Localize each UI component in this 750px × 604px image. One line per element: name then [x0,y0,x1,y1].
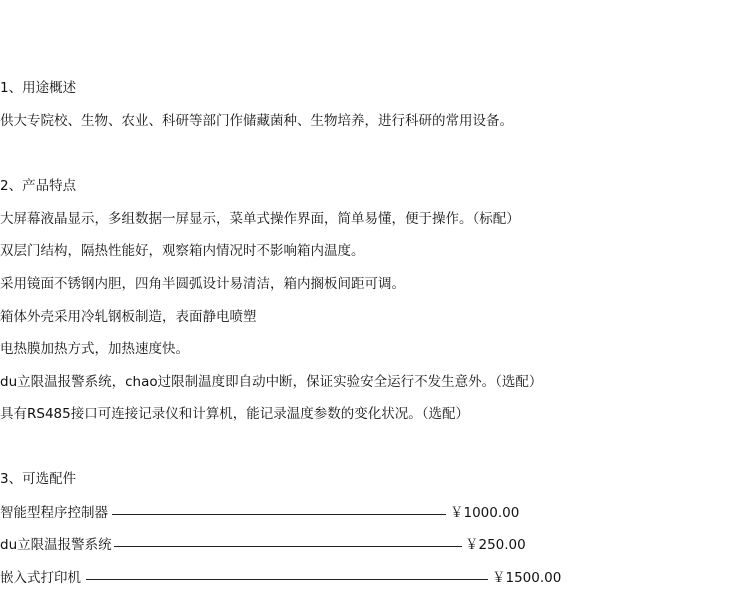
feature-line: du立限温报警系统，chao过限制温度即自动中断，保证实验安全运行不发生意外。（选配） [0,374,543,390]
feature-line: 电热膜加热方式，加热速度快。 [0,341,189,357]
section-heading-accessories: 3、可选配件 [0,471,77,487]
accessory-name: du立限温报警系统 [0,537,112,553]
usage-description: 供大专院校、生物、农业、科研等部门作储藏菌种、生物培养，进行科研的常用设备。 [0,113,513,129]
section-heading-usage: 1、用途概述 [0,80,77,96]
accessory-price: ￥1500.00 [492,570,562,586]
feature-line: 箱体外壳采用冷轧钢板制造，表面静电喷塑 [0,309,257,325]
leader-line [86,579,488,580]
accessory-price: ￥1000.00 [450,505,520,521]
leader-line [114,546,462,547]
section-heading-features: 2、产品特点 [0,178,77,194]
feature-line: 双层门结构，隔热性能好，观察箱内情况时不影响箱内温度。 [0,243,365,259]
feature-line: 具有RS485接口可连接记录仪和计算机，能记录温度参数的变化状况。（选配） [0,406,469,422]
feature-line: 大屏幕液晶显示，多组数据一屏显示，菜单式操作界面，简单易懂，便于操作。（标配） [0,211,520,227]
accessory-name: 嵌入式打印机 [0,570,81,586]
accessory-price: ￥250.00 [465,537,526,553]
leader-line [112,514,446,515]
feature-line: 采用镜面不锈钢内胆，四角半圆弧设计易清洁，箱内搁板间距可调。 [0,276,405,292]
accessory-name: 智能型程序控制器 [0,505,108,521]
